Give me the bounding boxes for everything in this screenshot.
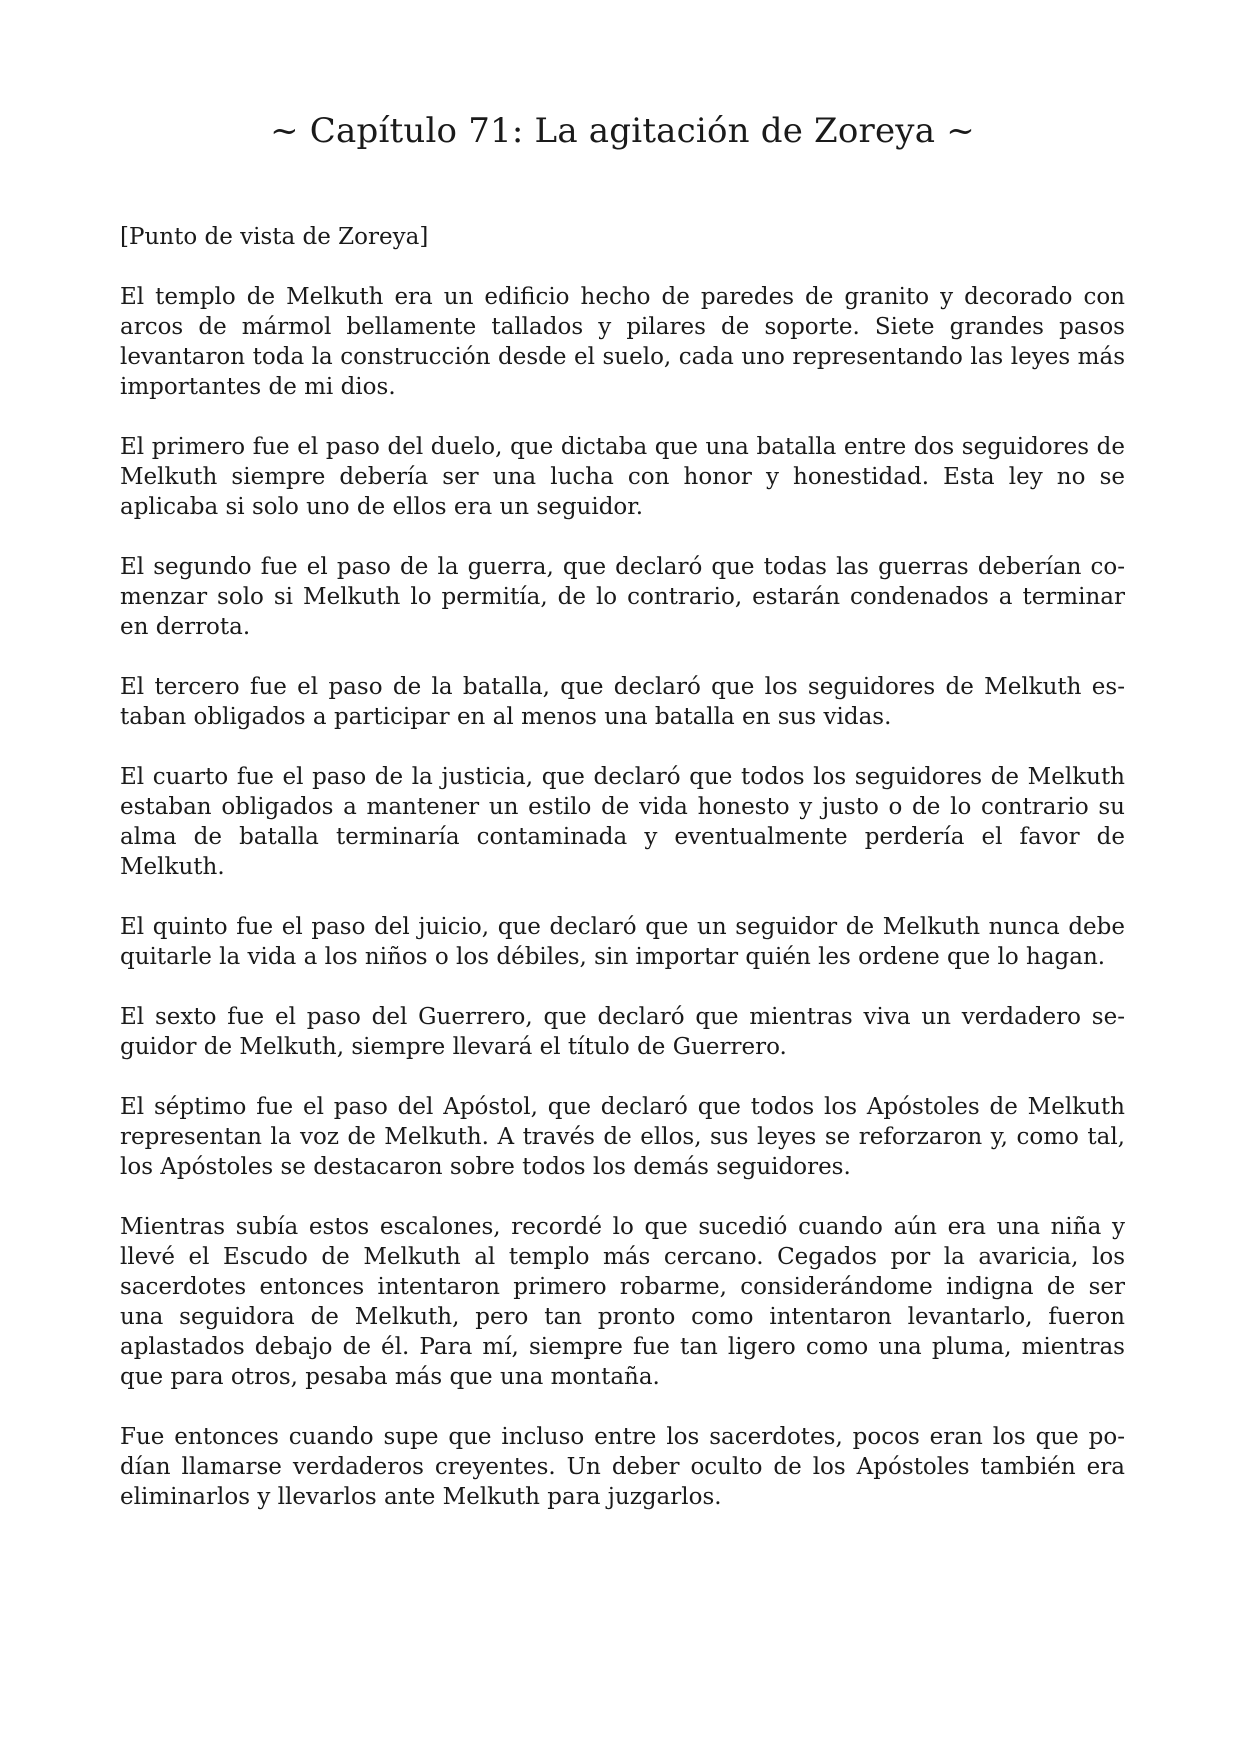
chapter-title: ~ Capítulo 71: La agitación de Zoreya ~ — [270, 111, 975, 151]
document-page — [120, 0, 1125, 1542]
paragraph: El primero fue el paso del duelo, que dictaba que una batalla entre dos seguidores de Melkuth siempre debería ser una lucha con honor y honestidad. Esta ley no se aplicaba si solo uno de ellos era un seguidor. — [120, 434, 1125, 520]
paragraph: Fue entonces cuando supe que incluso entre los sacerdotes, pocos eran los que podían llamarse verdaderos creyentes. Un deber oculto de los Apóstoles también era eliminarlos y llevarlos ante Melkuth para juzgarlos. — [120, 1424, 1125, 1510]
paragraph: El tercero fue el paso de la batalla, que declaró que los seguidores de Melkuth estaban obligados a participar en al menos una batalla en sus vidas. — [120, 674, 1125, 730]
chapter-body — [120, 222, 1125, 1512]
point-of-view-label: [Punto de vista de Zoreya] — [120, 224, 429, 250]
paragraph: Mientras subía estos escalones, recordé lo que sucedió cuando aún era una niña y llevé el Escudo de Melkuth al templo más cercano. Cegados por la avaricia, los sacerdotes entonces intentaron primero robarme, considerándome indigna de ser una seguidora de Melkuth, pero tan pronto como intentaron levantarlo, fueron aplastados debajo de él. Para mí, siempre fue tan ligero como una pluma, mientras que para otros, pesaba más que una montaña. — [120, 1214, 1125, 1390]
paragraph: El cuarto fue el paso de la justicia, que declaró que todos los seguidores de Melkuth estaban obligados a mantener un estilo de vida honesto y justo o de lo contrario su alma de batalla terminaría contaminada y eventualmente perdería el favor de Melkuth. — [120, 764, 1125, 880]
paragraph: El sexto fue el paso del Guerrero, que declaró que mientras viva un verdadero seguidor de Melkuth, siempre llevará el título de Guerrero. — [120, 1004, 1125, 1060]
paragraph: El séptimo fue el paso del Apóstol, que declaró que todos los Apóstoles de Melkuth representan la voz de Melkuth. A través de ellos, sus leyes se reforzaron y, como tal, los Apóstoles se destacaron sobre todos los demás seguidores. — [120, 1094, 1125, 1180]
paragraph: El quinto fue el paso del juicio, que declaró que un seguidor de Melkuth nunca debe quitarle la vida a los niños o los débiles, sin importar quién les ordene que lo hagan. — [120, 914, 1125, 970]
paragraph: El segundo fue el paso de la guerra, que declaró que todas las guerras deberían comenzar solo si Melkuth lo permitía, de lo contrario, estarán condenados a terminar en derrota. — [120, 554, 1125, 640]
paragraph: El templo de Melkuth era un edificio hecho de paredes de granito y decorado con arcos de mármol bellamente tallados y pilares de soporte. Siete grandes pasos levantaron toda la construcción desde el suelo, cada uno representando las leyes más importantes de mi dios. — [120, 284, 1125, 400]
